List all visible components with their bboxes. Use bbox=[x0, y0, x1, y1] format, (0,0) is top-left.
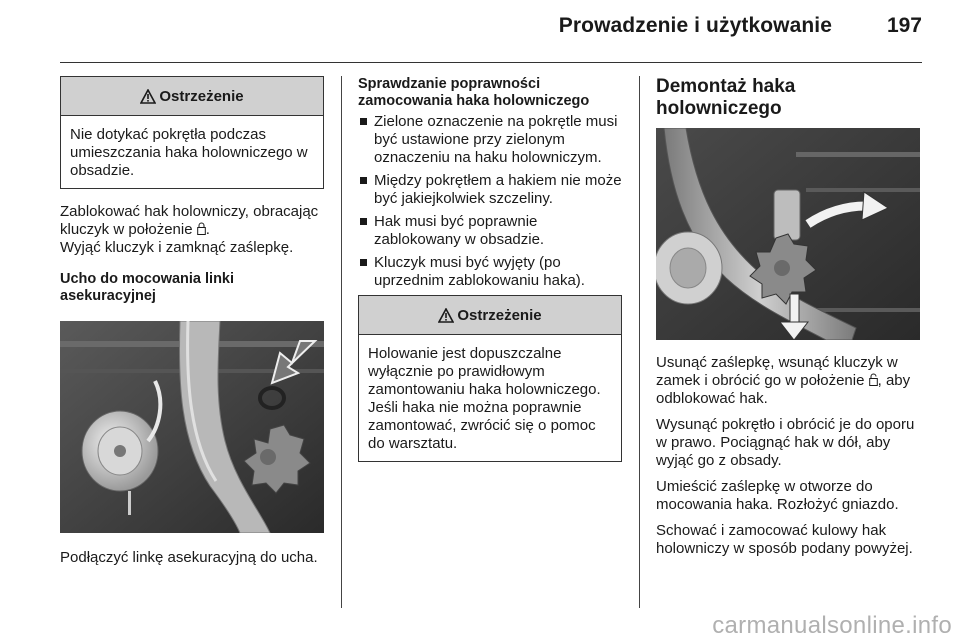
watermark: carmanualsonline.info bbox=[712, 612, 952, 639]
subheading-check: Sprawdzanie poprawności zamocowania haka holowniczego bbox=[358, 76, 590, 109]
warning-triangle-icon bbox=[140, 89, 156, 104]
text-span: . bbox=[205, 221, 210, 238]
warning-box bbox=[60, 76, 324, 189]
warning-header bbox=[359, 296, 621, 335]
column-right bbox=[656, 76, 922, 558]
list-item: Zielone oznaczenie na pokrętle musi być ustawione przy zielonym oznaczeniu na haku holowniczym. bbox=[358, 113, 622, 167]
paragraph-cap: Umieścić zaślepkę w otworze do mocowania haka. Rozłożyć gniazdo. bbox=[656, 478, 899, 513]
warning-header bbox=[61, 77, 323, 116]
removal-illustration bbox=[656, 128, 920, 340]
check-list bbox=[358, 113, 622, 290]
column-divider bbox=[341, 76, 342, 608]
page-number: 197 bbox=[886, 14, 922, 37]
column-middle bbox=[358, 76, 622, 462]
paragraph-connect-cable: Podłączyć linkę asekuracyjną do ucha. bbox=[60, 549, 318, 566]
text-span: Usunąć zaślepkę, wsunąć kluczyk w zamek i obrócić go w położenie bbox=[656, 354, 898, 389]
text-span: , aby odblokować hak. bbox=[656, 372, 911, 407]
page-header bbox=[60, 0, 922, 63]
lock-closed-icon bbox=[197, 222, 206, 235]
warning-box bbox=[358, 295, 622, 462]
list-item: Hak musi być poprawnie zablokowany w obsadzie. bbox=[358, 213, 622, 249]
header-title: Prowadzenie i użytkowanie bbox=[558, 14, 832, 37]
paragraph-lock bbox=[60, 203, 324, 239]
warning-triangle-icon bbox=[438, 308, 454, 323]
paragraph-unlock bbox=[656, 354, 922, 408]
list-item: Kluczyk musi być wyjęty (po uprzednim zablokowaniu haka). bbox=[358, 254, 622, 290]
subheading-eyelet: Ucho do mocowania linki asekuracyjnej bbox=[60, 271, 235, 304]
column-divider bbox=[639, 76, 640, 608]
eyelet-illustration bbox=[60, 321, 324, 533]
warning-text: Nie dotykać pokrętła podczas umieszczania haka holowniczego w obsadzie. bbox=[70, 126, 308, 179]
warning-text: Holowanie jest dopuszczalne wyłącznie po prawidłowym zamontowaniu haka holowniczego. Jeśli haka nie można poprawnie zamontować, zwrócić się o pomoc do warsztatu. bbox=[368, 345, 601, 452]
warning-title: Ostrzeżenie bbox=[159, 87, 244, 105]
column-left bbox=[60, 76, 324, 567]
list-item: Między pokrętłem a hakiem nie może być jakiejkolwiek szczeliny. bbox=[358, 172, 622, 208]
lock-open-icon bbox=[869, 373, 878, 386]
section-title: Demontaż haka holowniczego bbox=[656, 76, 796, 119]
warning-title: Ostrzeżenie bbox=[457, 306, 542, 324]
paragraph-remove-key: Wyjąć kluczyk i zamknąć zaślepkę. bbox=[60, 239, 294, 256]
paragraph-pull-knob: Wysunąć pokrętło i obrócić je do oporu w prawo. Pociągnąć hak w dół, aby wyjąć go z obsady. bbox=[656, 416, 915, 469]
text-span: Zablokować hak holowniczy, obracając kluczyk w położenie bbox=[60, 203, 319, 238]
paragraph-store: Schować i zamocować kulowy hak holowniczy w sposób podany powyżej. bbox=[656, 522, 913, 557]
